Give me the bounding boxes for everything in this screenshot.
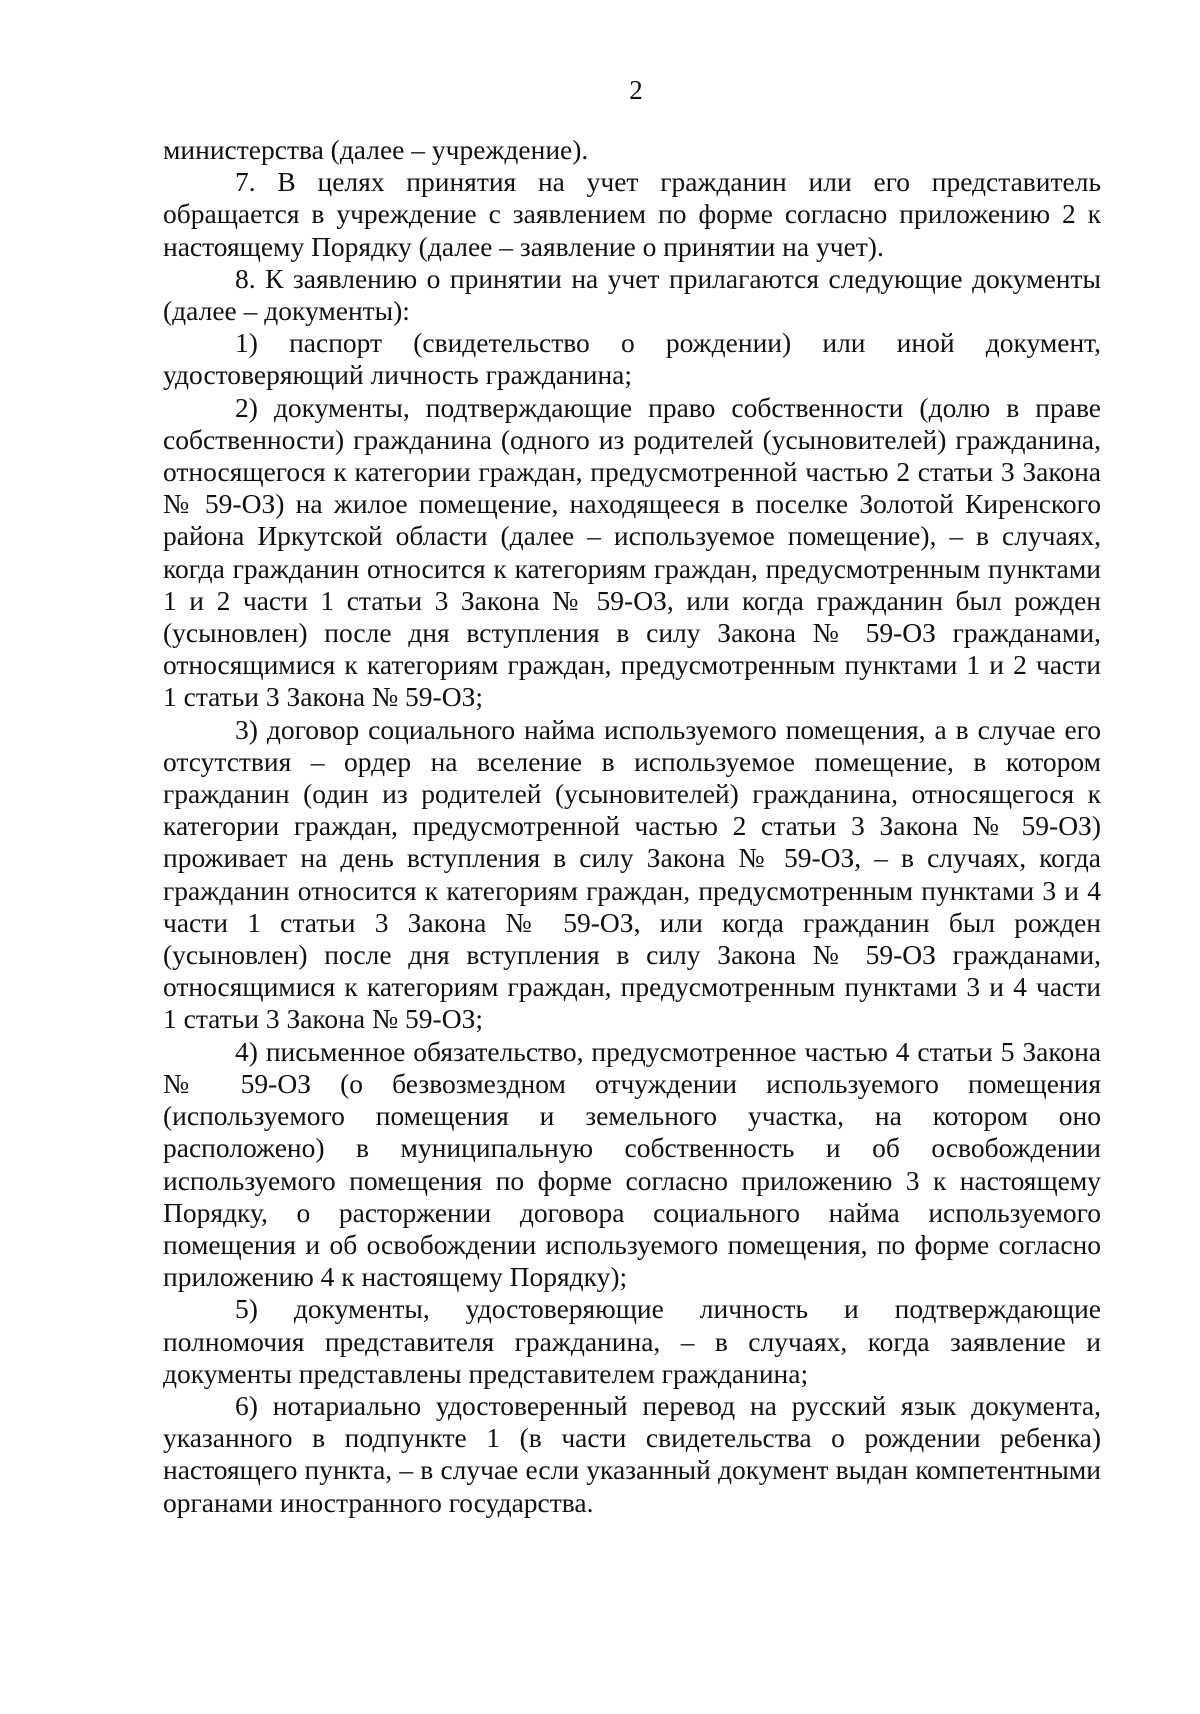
subitem-2: 2) документы, подтверждающие право собственности (долю в праве собственности) гражданина (одного из родителей (усыновителей) гражданина, относящегося к категории граждан, предусмотренной частью 2 статьи 3 Закона № 59-ОЗ) на жилое помещение, находящееся в поселке Золотой Киренского района Иркутской области (далее – используемое помещение), – в случаях, когда гражданин относится к категориям граждан, предусмотренным пунктами 1 и 2 части 1 статьи 3 Закона № 59-ОЗ, или когда гражданин был рожден (усыновлен) после дня вступления в силу Закона № 59-ОЗ гражданами, относящимися к категориям граждан, предусмотренным пунктами 1 и 2 части 1 статьи 3 Закона № 59-ОЗ; — [163, 391, 1101, 713]
paragraph-continuation: министерства (далее – учреждение). — [163, 134, 589, 165]
subitem-3: 3) договор социального найма используемого помещения, а в случае его отсутствия – ордер на вселение в используемое помещение, в котором гражданин (один из родителей (усыновителей) гражданина, относящегося к категории граждан, предусмотренной частью 2 статьи 3 Закона № 59-ОЗ) проживает на день вступления в силу Закона № 59-ОЗ, – в случаях, когда гражданин относится к категориям граждан, предусмотренным пунктами 3 и 4 части 1 статьи 3 Закона № 59-ОЗ, или когда гражданин был рожден (усыновлен) после дня вступления в силу Закона № 59-ОЗ гражданами, относящимися к категориям граждан, предусмотренным пунктами 3 и 4 части 1 статьи 3 Закона № 59-ОЗ; — [163, 713, 1101, 1035]
subitem-6: 6) нотариально удостоверенный перевод на русский язык документа, указанного в подпункте 1 (в части свидетельства о рождении ребенка) настоящего пункта, – в случае если указанный документ выдан компетентными органами иностранного государства. — [163, 1389, 1101, 1518]
subitem-1: 1) паспорт (свидетельство о рождении) или иной документ, удостоверяющий личность гражданина; — [163, 327, 1101, 391]
paragraph-item-8: 8. К заявлению о принятии на учет прилагаются следующие документы (далее – документы): — [163, 262, 1101, 327]
paragraph-item-7: 7. В целях принятия на учет гражданин или его представитель обращается в учреждение с заявлением по форме согласно приложению 2 к настоящему Порядку (далее – заявление о принятии на учет). — [163, 166, 1101, 262]
document-body — [163, 134, 1101, 1519]
page-number: 2 — [629, 75, 643, 105]
subitem-5: 5) документы, удостоверяющие личность и подтверждающие полномочия представителя гражданина, – в случаях, когда заявление и документы представлены представителем гражданина; — [163, 1293, 1101, 1389]
subitem-4: 4) письменное обязательство, предусмотренное частью 4 статьи 5 Закона № 59-ОЗ (о безвозмездном отчуждении используемого помещения (используемого помещения и земельного участка, на котором оно расположено) в муниципальную собственность и об освобождении используемого помещения по форме согласно приложению 3 к настоящему Порядку, о расторжении договора социального найма используемого помещения и об освобождении используемого помещения, по форме согласно приложению 4 к настоящему Порядку); — [163, 1035, 1101, 1293]
